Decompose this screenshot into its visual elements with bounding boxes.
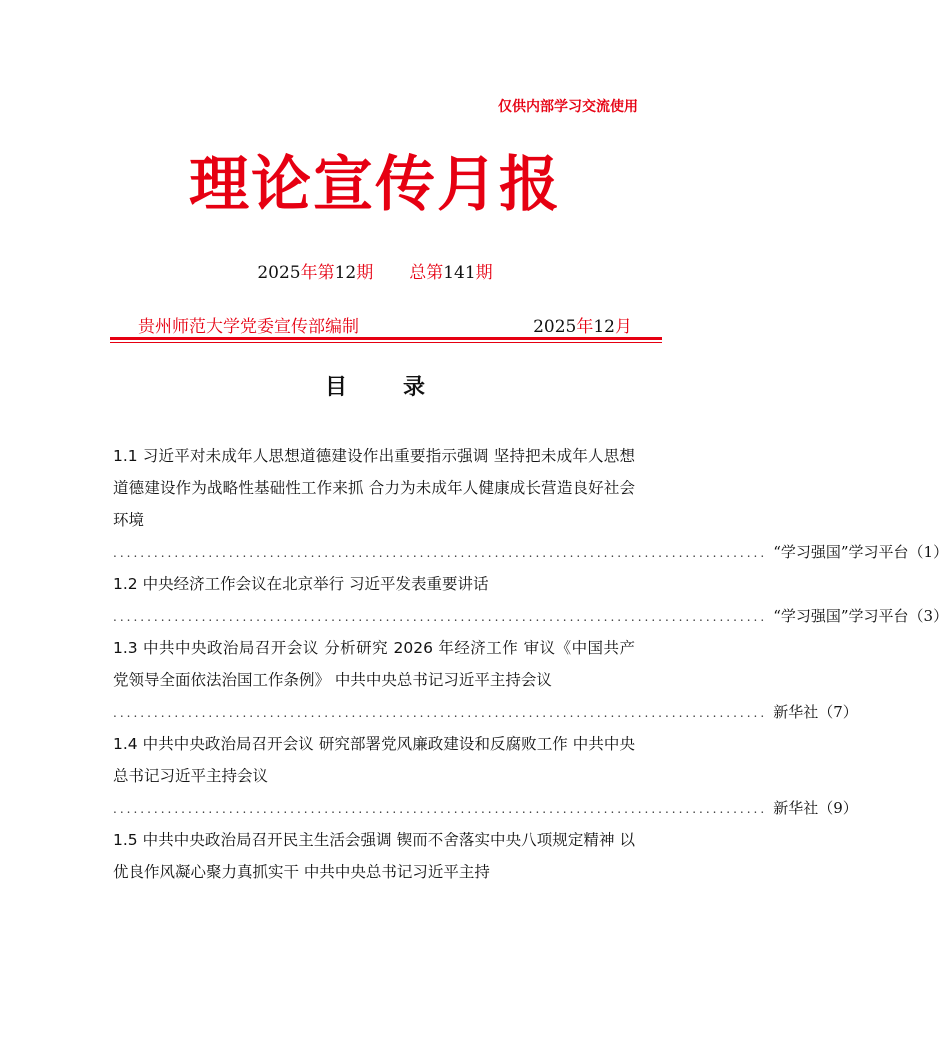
- toc-entry-title[interactable]: 1.1 习近平对未成年人思想道德建设作出重要指示强调 坚持把未成年人思想道德建设作为战略性基础性工作来抓 合力为未成年人健康成长营造良好社会环境: [113, 447, 635, 529]
- toc-entry[interactable]: [113, 568, 948, 632]
- header-rule-thin: [110, 342, 662, 343]
- toc-entry-source: 新华社（7）: [773, 703, 858, 721]
- leader-dots: ................................................................................................: [113, 802, 768, 816]
- leader-dots: ................................................................................................: [113, 706, 768, 720]
- toc-entry[interactable]: [113, 440, 948, 568]
- toc-entry-title[interactable]: 1.4 中共中央政治局召开会议 研究部署党风廉政建设和反腐败工作 中共中央总书记习近平主持会议: [113, 735, 635, 785]
- issue-year: 2025: [257, 263, 301, 283]
- toc-entry-title[interactable]: 1.2 中央经济工作会议在北京举行 习近平发表重要讲话: [113, 575, 489, 593]
- toc-entry-title[interactable]: 1.5 中共中央政治局召开民主生活会强调 锲而不舍落实中央八项规定精神 以优良作风凝心聚力真抓实干 中共中央总书记习近平主持: [113, 831, 635, 881]
- total-number: 141: [443, 263, 476, 283]
- leader-dots: ................................................................................................: [113, 610, 768, 624]
- toc-entry-source-line: [113, 536, 948, 568]
- total-suffix: 期: [475, 263, 493, 283]
- issue-number-suffix: 期: [356, 263, 374, 283]
- toc-entry[interactable]: [113, 632, 858, 728]
- publish-year: 2025: [533, 317, 577, 337]
- header-rule-thick: [110, 337, 662, 340]
- toc-entry-source-line: [113, 792, 858, 824]
- toc-entry[interactable]: [113, 824, 635, 888]
- toc-entry-source: “学习强国”学习平台（1）: [773, 543, 948, 561]
- toc-entry-source: 新华社（9）: [773, 799, 858, 817]
- toc-entry-source-line: [113, 696, 858, 728]
- masthead-title: 理论宣传月报: [189, 150, 561, 220]
- editor-credit: 贵州师范大学党委宣传部编制: [138, 317, 359, 337]
- publish-month: 12: [593, 317, 615, 337]
- toc-heading-part2: 录: [403, 375, 426, 400]
- leader-dots: ................................................................................................: [113, 546, 768, 560]
- publish-date: [533, 312, 632, 337]
- toc-entry[interactable]: [113, 728, 858, 824]
- toc-entry-title[interactable]: 1.3 中共中央政治局召开会议 分析研究 2026 年经济工作 审议《中国共产党领导全面依法治国工作条例》 中共中央总书记习近平主持会议: [113, 639, 635, 689]
- internal-use-note: 仅供内部学习交流使用: [498, 99, 638, 115]
- issue-line: [0, 258, 750, 283]
- table-of-contents: [113, 440, 948, 888]
- toc-entry-source: “学习强国”学习平台（3）: [773, 607, 948, 625]
- toc-heading: [0, 370, 750, 401]
- issue-number: 12: [334, 263, 357, 283]
- toc-entry-source-line: [113, 600, 948, 632]
- total-prefix: 总第: [409, 263, 444, 283]
- issue-year-suffix: 年第: [300, 263, 335, 283]
- publish-year-suffix: 年: [576, 317, 594, 337]
- toc-heading-part1: 目: [324, 375, 347, 400]
- publish-month-suffix: 月: [615, 317, 632, 337]
